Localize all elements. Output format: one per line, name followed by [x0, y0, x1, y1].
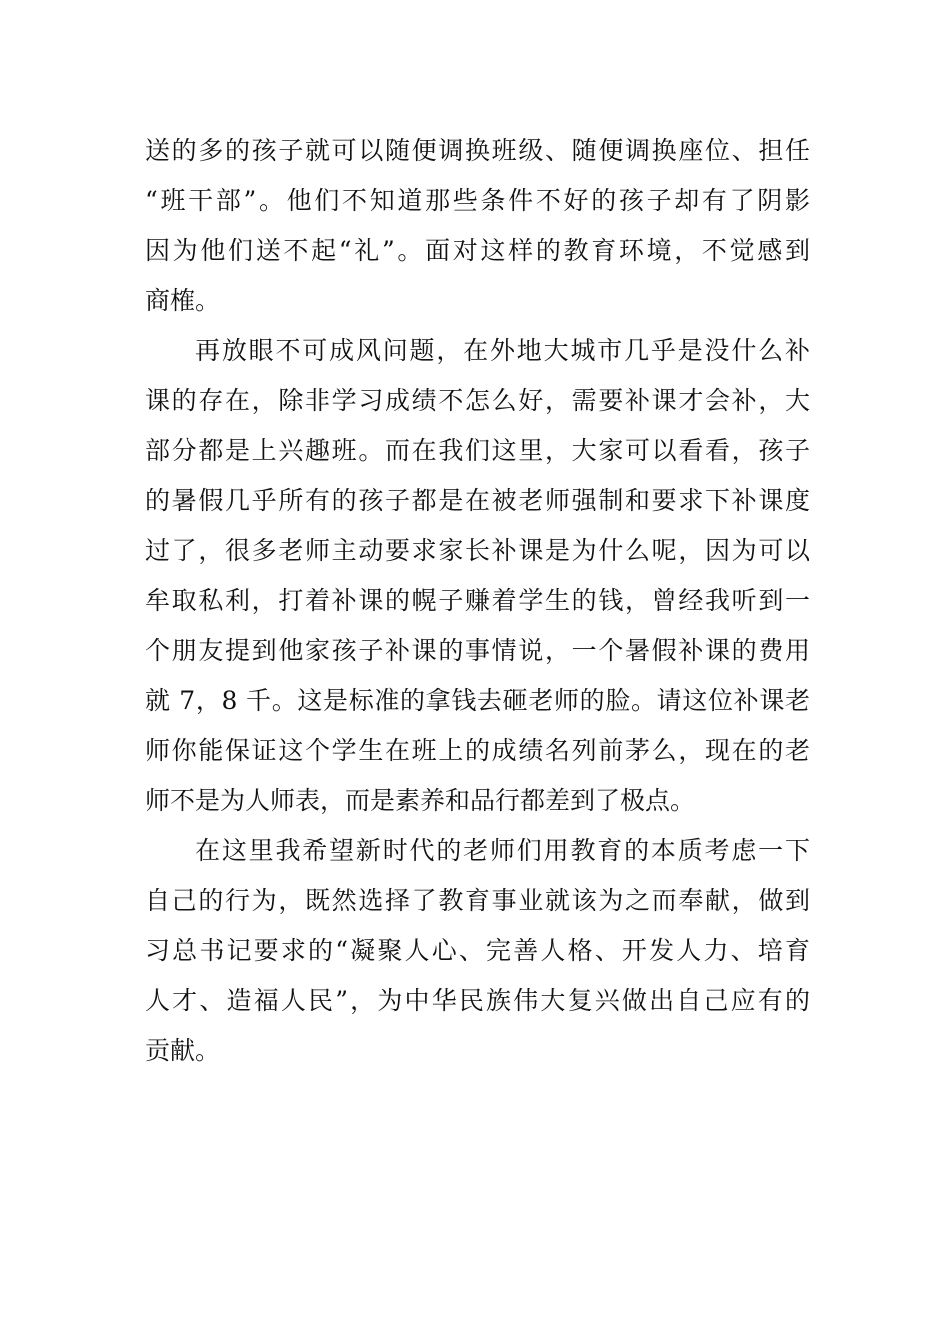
text-line: 过了，很多老师主动要求家长补课是为什么呢，因为可以 — [145, 536, 810, 565]
text-line: 再放眼不可成风问题，在外地大城市几乎是没什么补 — [195, 336, 810, 365]
text-line: 部分都是上兴趣班。而在我们这里，大家可以看看，孩子 — [145, 436, 810, 465]
text-line: “班干部”。他们不知道那些条件不好的孩子却有了阴影 — [145, 186, 810, 215]
paragraph — [145, 826, 810, 1076]
text-line: 牟取私利，打着补课的幌子赚着学生的钱，曾经我听到一 — [145, 586, 810, 615]
text-line: 课的存在，除非学习成绩不怎么好，需要补课才会补，大 — [145, 386, 810, 415]
text-line: 习总书记要求的“凝聚人心、完善人格、开发人力、培育 — [145, 936, 810, 965]
text-line: 因为他们送不起“礼”。面对这样的教育环境，不觉感到 — [145, 236, 810, 265]
text-line: 商榷。 — [145, 286, 221, 315]
text-line: 送的多的孩子就可以随便调换班级、随便调换座位、担任 — [145, 136, 810, 165]
text-line: 师你能保证这个学生在班上的成绩名列前茅么，现在的老 — [145, 736, 810, 765]
text-line: 个朋友提到他家孩子补课的事情说，一个暑假补课的费用 — [145, 636, 810, 665]
text-line: 在这里我希望新时代的老师们用教育的本质考虑一下 — [195, 836, 810, 865]
body-text — [145, 126, 810, 1076]
text-line: 自己的行为，既然选择了教育事业就该为之而奉献，做到 — [145, 886, 810, 915]
text-line: 师不是为人师表，而是素养和品行都差到了极点。 — [145, 786, 696, 815]
text-line: 贡献。 — [145, 1036, 221, 1065]
paragraph — [145, 126, 810, 326]
text-line: 就 7，8 千。这是标准的拿钱去砸老师的脸。请这位补课老 — [145, 686, 810, 715]
text-line: 人才、造福人民”，为中华民族伟大复兴做出自己应有的 — [145, 986, 810, 1015]
text-line: 的暑假几乎所有的孩子都是在被老师强制和要求下补课度 — [145, 486, 810, 515]
paragraph — [145, 326, 810, 826]
